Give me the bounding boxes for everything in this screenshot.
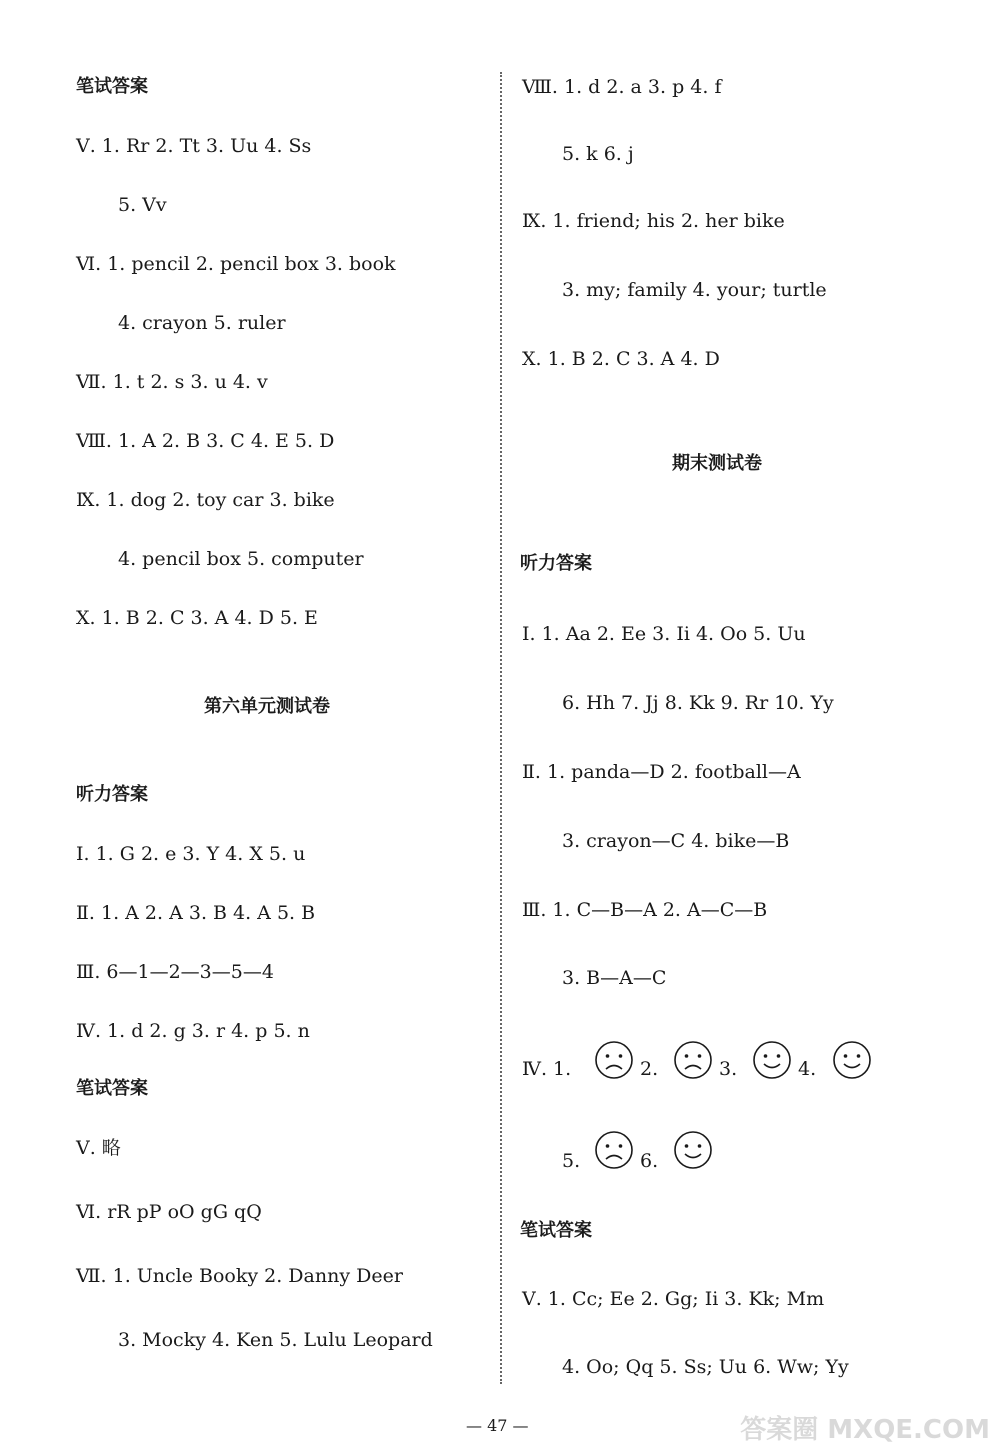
answer-line: Ⅹ. 1. B 2. C 3. A 4. D — [522, 348, 720, 370]
answer-num: 3. — [719, 1058, 738, 1080]
answer-line: Ⅱ. 1. panda—D 2. football—A — [522, 761, 801, 783]
answer-line: Ⅳ. 1. d 2. g 3. r 4. p 5. n — [76, 1020, 310, 1042]
answer-line: 4. pencil box 5. computer — [118, 548, 364, 570]
sad-face-icon — [594, 1130, 634, 1170]
answer-line: Ⅰ. 1. Aa 2. Ee 3. Ii 4. Oo 5. Uu — [522, 623, 806, 645]
answer-line: Ⅵ. 1. pencil 2. pencil box 3. book — [76, 253, 396, 275]
happy-face-icon — [752, 1040, 792, 1080]
answer-num: 6. — [640, 1150, 659, 1172]
happy-face-icon — [832, 1040, 872, 1080]
answer-num: 4. — [798, 1058, 817, 1080]
answer-line: Ⅳ. 1. — [522, 1058, 572, 1080]
happy-face-icon — [673, 1130, 713, 1170]
sad-face-icon — [673, 1040, 713, 1080]
answer-line: Ⅱ. 1. A 2. A 3. B 4. A 5. B — [76, 902, 316, 924]
unit6-title: 第六单元测试卷 — [204, 696, 330, 717]
answer-num: 2. — [640, 1058, 659, 1080]
answer-line: Ⅹ. 1. B 2. C 3. A 4. D 5. E — [76, 607, 318, 629]
final-title: 期末测试卷 — [672, 453, 762, 474]
answer-line: 5. — [562, 1150, 581, 1172]
answer-line: Ⅴ. 1. Rr 2. Tt 3. Uu 4. Ss — [76, 135, 312, 157]
answer-line: Ⅸ. 1. friend; his 2. her bike — [522, 210, 785, 232]
answer-line: Ⅲ. 6—1—2—3—5—4 — [76, 961, 274, 983]
answer-line: Ⅵ. rR pP oO gG qQ — [76, 1201, 262, 1223]
answer-line: 6. Hh 7. Jj 8. Kk 9. Rr 10. Yy — [562, 692, 834, 714]
column-divider — [500, 72, 502, 1384]
answer-line: 4. Oo; Qq 5. Ss; Uu 6. Ww; Yy — [562, 1356, 849, 1378]
answer-line: Ⅶ. 1. Uncle Booky 2. Danny Deer — [76, 1265, 403, 1287]
section-heading-written: 笔试答案 — [520, 1220, 592, 1241]
sad-face-icon — [594, 1040, 634, 1080]
answer-line: Ⅷ. 1. d 2. a 3. p 4. f — [522, 76, 722, 98]
answer-line: 3. B—A—C — [562, 967, 667, 989]
section-heading-written: 笔试答案 — [76, 76, 148, 97]
answer-line: 5. k 6. j — [562, 143, 634, 165]
answer-line: Ⅶ. 1. t 2. s 3. u 4. v — [76, 371, 268, 393]
answer-line: Ⅰ. 1. G 2. e 3. Y 4. X 5. u — [76, 843, 306, 865]
section-heading-listening: 听力答案 — [520, 553, 592, 574]
answer-line: Ⅲ. 1. C—B—A 2. A—C—B — [522, 899, 768, 921]
answer-line: 5. Vv — [118, 194, 167, 216]
page-number: — 47 — — [466, 1416, 529, 1435]
answer-line: 3. Mocky 4. Ken 5. Lulu Leopard — [118, 1329, 433, 1351]
answer-line: 3. my; family 4. your; turtle — [562, 279, 827, 301]
answer-line: Ⅴ. 略 — [76, 1137, 121, 1159]
answer-line: Ⅴ. 1. Cc; Ee 2. Gg; Ii 3. Kk; Mm — [522, 1288, 825, 1310]
answer-line: Ⅸ. 1. dog 2. toy car 3. bike — [76, 489, 335, 511]
section-heading-written: 笔试答案 — [76, 1078, 148, 1099]
answer-line: 4. crayon 5. ruler — [118, 312, 286, 334]
answer-line: Ⅷ. 1. A 2. B 3. C 4. E 5. D — [76, 430, 335, 452]
section-heading-listening: 听力答案 — [76, 784, 148, 805]
watermark: 答案圈 MXQE.COM — [740, 1415, 990, 1446]
answer-line: 3. crayon—C 4. bike—B — [562, 830, 790, 852]
